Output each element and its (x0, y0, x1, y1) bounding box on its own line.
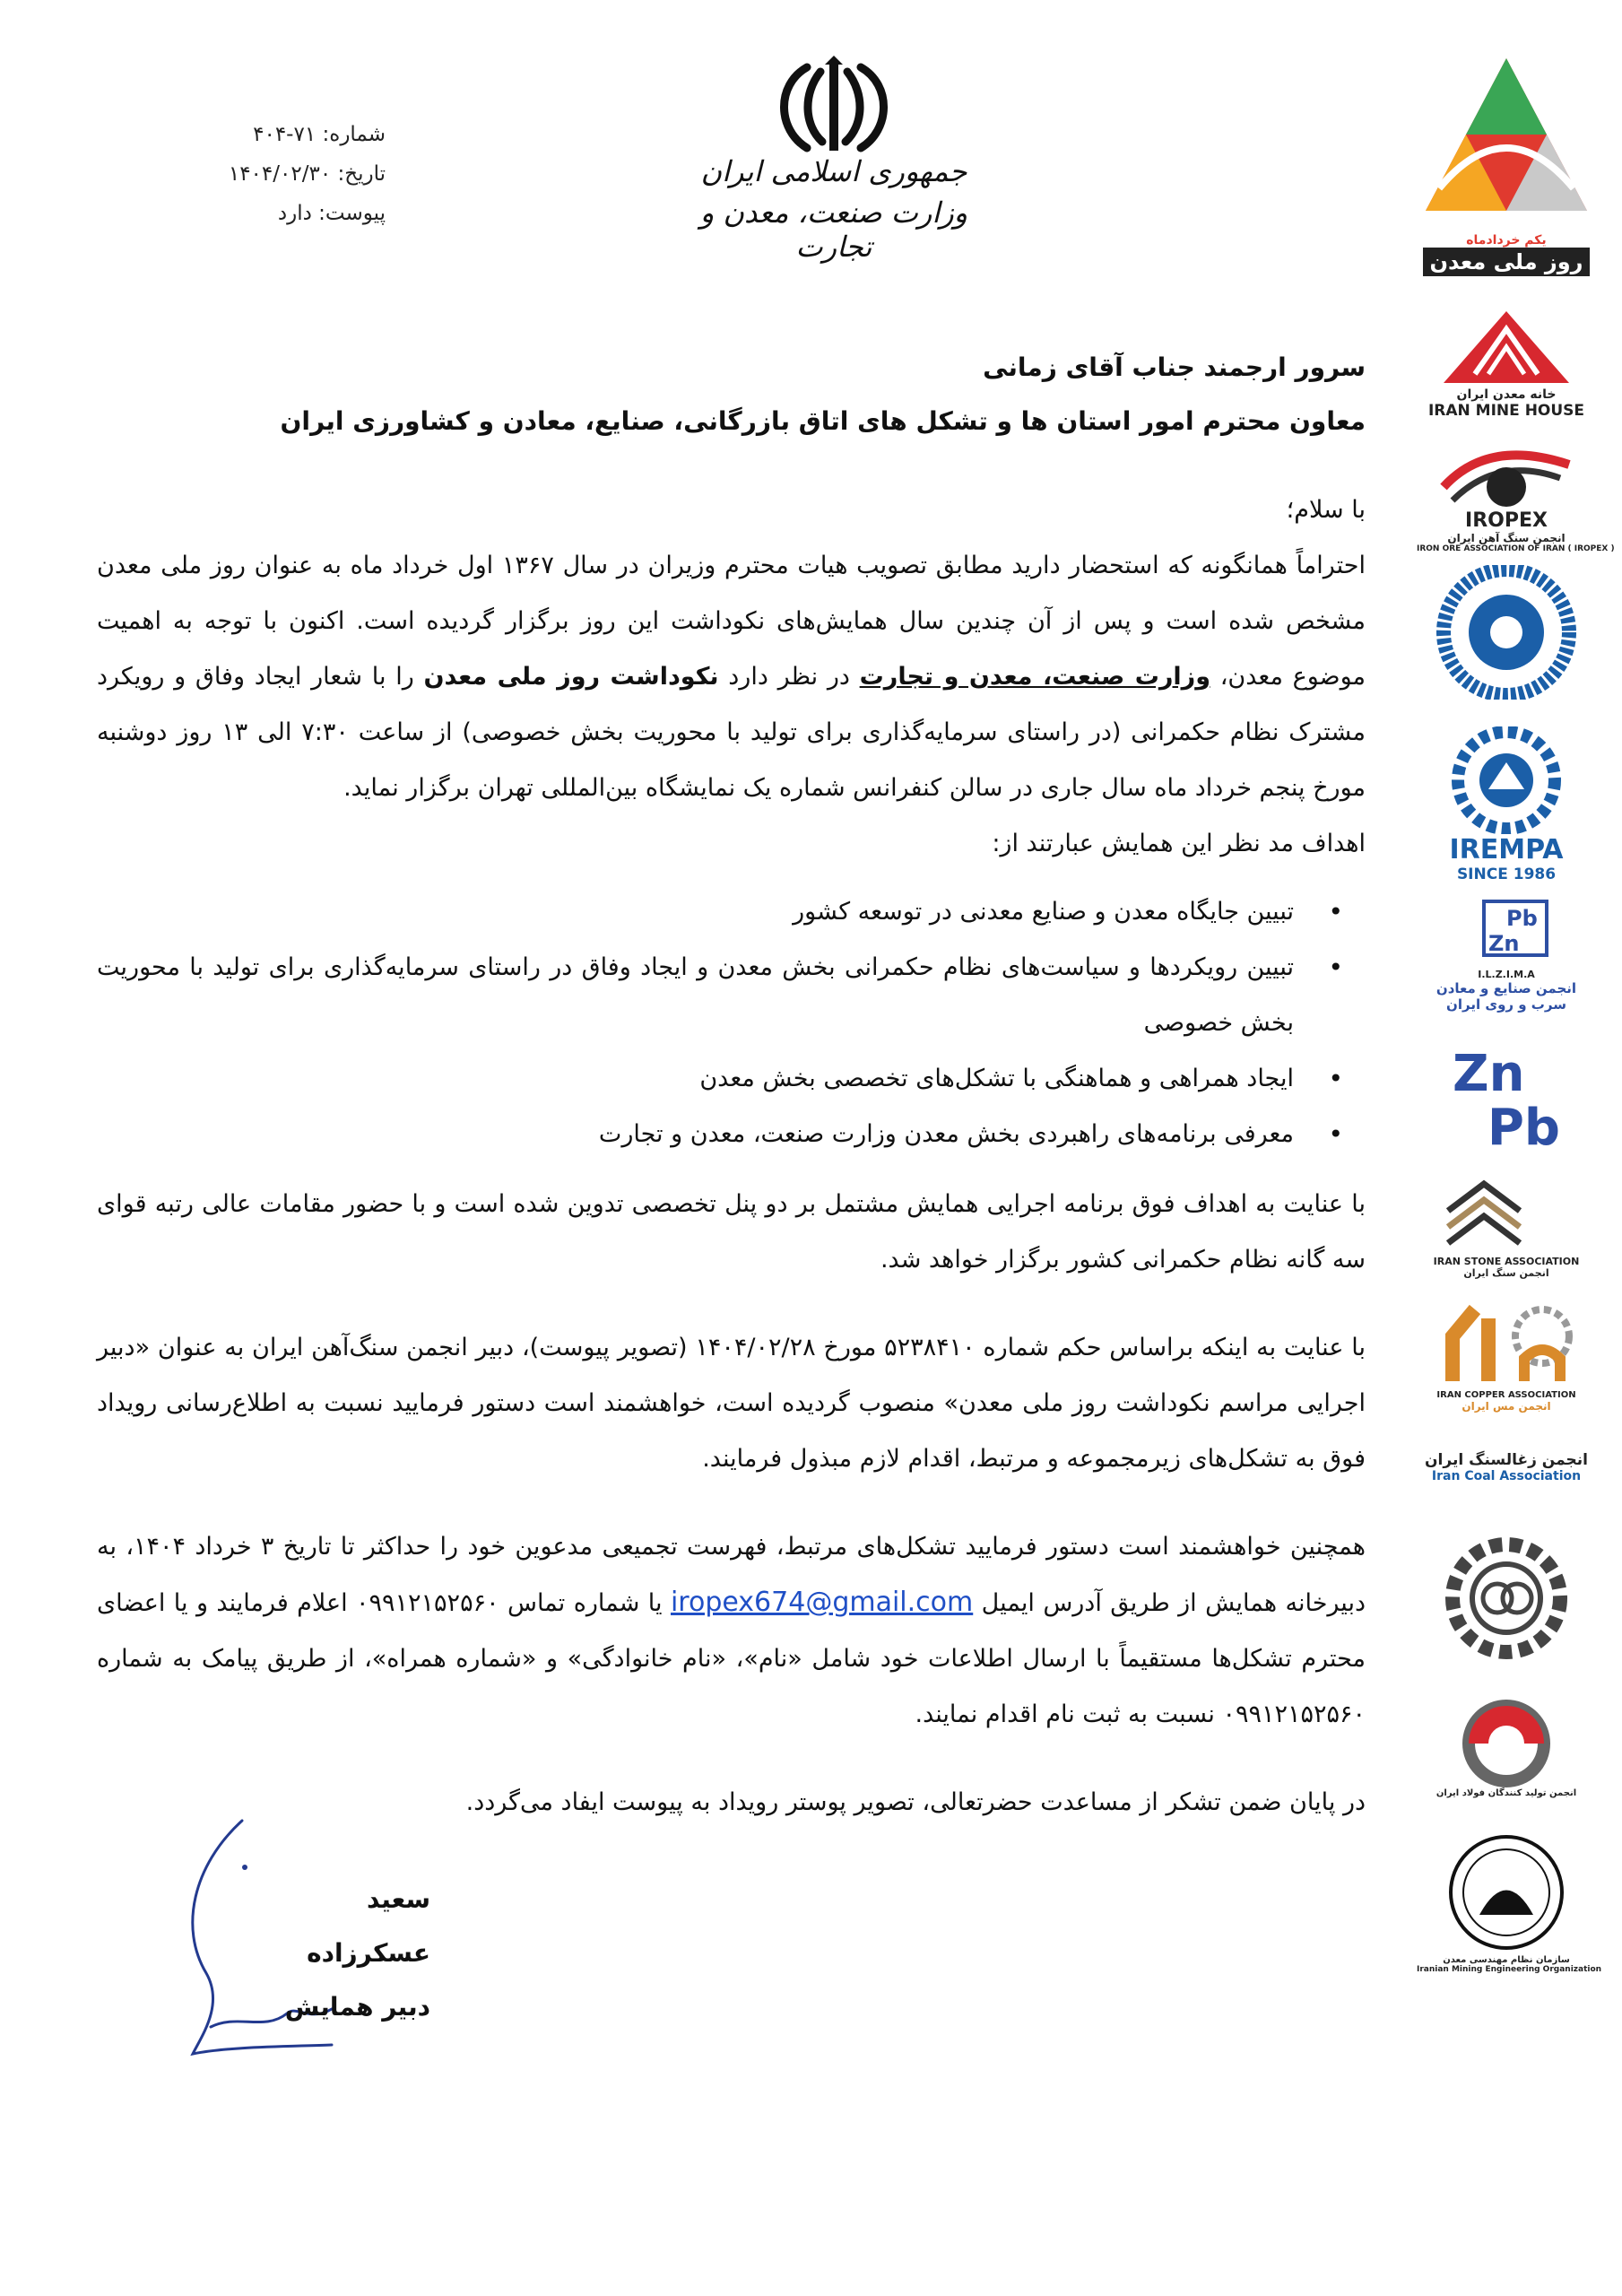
logo-national-mining-day (1417, 54, 1596, 276)
logo-iropex (1417, 438, 1615, 553)
coal-en: Iran Coal Association (1431, 1469, 1582, 1483)
letter-attachment: پیوست: دارد (277, 202, 386, 225)
ministry-name: وزارت صنعت، معدن و تجارت (699, 196, 968, 264)
mine-house-fa: خانه معدن ایران (1456, 387, 1557, 402)
coal-fa: انجمن زغالسنگ ایران (1425, 1451, 1588, 1469)
iropex-fa: انجمن سنگ آهن ایران (1447, 532, 1566, 544)
paragraph-intro: احتراماً همانگونه که استحضار دارید مطابق تصویب هیات محترم وزیران در سال ۱۳۶۷ اول خرداد ماه به عنوان روز ملی معدن مشخص شده است و پس از آن چندین سال همایش‌های نکوداشت این روز برگزار گردیده است. اکنون با توجه به اهمیت موضوع معدن، وزارت صنعت، معدن و تجارت در نظر دارد نکوداشت روز ملی معدن را با شعار ایجاد وفاق و رویکرد مشترک نظام حکمرانی (در راستای سرمایه‌گذاری برای تولید با محوریت بخش خصوصی) از ساعت ۷:۳۰ الی ۱۳ روز دوشنبه مورخ پنجم خرداد ماه سال جاری در سالن کنفرانس شماره یک نمایشگاه بین‌المللی تهران برگزار نماید. (97, 552, 1366, 802)
event-name: نکوداشت روز ملی معدن (423, 663, 719, 691)
stone-fa: انجمن سنگ ایران (1463, 1267, 1549, 1279)
ilzima-fa1: انجمن صنایع و معادن (1436, 980, 1577, 996)
irempa-gear-icon (1448, 726, 1565, 834)
iropex-brand: IROPEX (1465, 509, 1548, 532)
copper-emblem-icon (1435, 1283, 1578, 1390)
logo-chamber-of-commerce (1417, 565, 1596, 700)
letter-meta (170, 115, 386, 233)
logo-iran-coal (1417, 1451, 1596, 1483)
ministry-mention: وزارت صنعت، معدن و تجارت (859, 663, 1210, 691)
goals-list (97, 884, 1366, 1162)
ilzima-fa2: سرب و روی ایران (1446, 996, 1566, 1013)
steel-producers-fa: انجمن تولید کنندگان فولاد ایران (1436, 1788, 1577, 1798)
greeting: با سلام؛ (1286, 496, 1366, 524)
steel-producers-icon (1453, 1699, 1560, 1788)
goals-intro: اهداف مد نظر این همایش عبارتند از: (992, 830, 1366, 857)
mining-day-triangle-icon (1421, 54, 1592, 233)
ilzima-code: I.L.Z.I.M.A (1478, 969, 1535, 980)
letter-number: شماره: ۷۱-۴۰۴ (253, 123, 386, 146)
letter-date: تاریخ: ۱۴۰۴/۰۲/۳۰ (228, 162, 386, 186)
gear-emblem-icon (1444, 1535, 1569, 1661)
logo-iran-mine-house (1417, 307, 1596, 420)
logo-iran-copper (1417, 1283, 1596, 1413)
logo-steel-producers (1417, 1699, 1596, 1798)
pb-symbol: Pb (1487, 1099, 1560, 1157)
iropex-en: IRON ORE ASSOCIATION OF IRAN ( IROPEX ) (1417, 544, 1615, 553)
addressee-name: سرور ارجمند جناب آقای زمانی (983, 352, 1366, 382)
paragraph-registration: همچنین خواهشمند است دستور فرمایید تشکل‌های مرتبط، فهرست تجمیعی مدعوین خود را حداکثر تا تاریخ ۳ خرداد ۱۴۰۴، به دبیرخانه همایش از طریق آدرس ایمیل iropex674@gmail.com یا شماره تماس ۰۹۹۱۲۱۵۲۵۶۰ اعلام فرمایند و یا اعضای محترم تشکل‌ها مستقیماً با ارسال اطلاعات خود شامل «نام»، «نام خانوادگی» و «شماره همراه»، از طریق پیامک به شماره ۰۹۹۱۲۱۵۲۵۶۰ نسبت به ثبت نام اقدام نمایند. (97, 1533, 1366, 1728)
irempa-since: SINCE 1986 (1456, 865, 1557, 883)
iran-emblem-icon (767, 54, 901, 161)
irempa-brand: IREMPA (1449, 834, 1564, 865)
mining-day-date: یکم خردادماه (1466, 233, 1547, 248)
signatory-title: دبیر همایش (284, 1992, 430, 2022)
addressee-title: معاون محترم امور استان ها و تشکل های اتاق بازرگانی، صنایع، معادن و کشاورزی ایران (280, 406, 1366, 436)
logo-mining-engineering-org (1417, 1830, 1602, 1974)
mining-eng-fa: سازمان نظام مهندسی معدن (1443, 1955, 1570, 1965)
list-item: • ایجاد همراهی و هماهنگی با تشکل‌های تخصصی بخش معدن (97, 1051, 1294, 1107)
stone-layers-icon (1439, 1175, 1574, 1256)
mining-day-title: روز ملی معدن (1423, 248, 1591, 276)
mine-house-icon (1439, 307, 1574, 387)
ilzima-pbzn-icon (1457, 897, 1556, 969)
svg-text:Pb: Pb (1506, 906, 1538, 931)
gov-name: جمهوری اسلامی ایران (700, 154, 967, 188)
logo-gear-mc (1417, 1535, 1596, 1661)
list-item: • معرفی برنامه‌های راهبردی بخش معدن وزارت صنعت، معدن و تجارت (97, 1107, 1294, 1162)
paragraph-closing: در پایان ضمن تشکر از مساعدت حضرتعالی، تصویر پوستر رویداد به پیوست ایفاد می‌گردد. (465, 1788, 1366, 1816)
signatory-name: سعید عسکرزاده (307, 1884, 430, 1968)
copper-en: IRAN COPPER ASSOCIATION (1436, 1390, 1576, 1400)
logo-ilzima (1417, 897, 1596, 1013)
letter-body (97, 341, 1366, 1831)
svg-text:Zn: Zn (1488, 931, 1520, 956)
paragraph-program: با عنایت به اهداف فوق برنامه اجرایی همایش مشتمل بر دو پنل تخصصی تدوین شده است و با حضور مقامات عالی رتبه قوای سه گانه نظام حکمرانی کشور برگزار خواهد شد. (97, 1190, 1366, 1274)
mining-eng-en: Iranian Mining Engineering Organization (1417, 1965, 1602, 1974)
mining-eng-seal-icon (1444, 1830, 1569, 1955)
zn-symbol: Zn (1453, 1045, 1525, 1103)
logo-iran-stone (1417, 1175, 1596, 1279)
list-item: • تبیین جایگاه معدن و صنایع معدنی در توسعه کشور (97, 884, 1294, 940)
signatory (242, 1873, 430, 2034)
email-link[interactable]: iropex674@gmail.com (670, 1587, 974, 1618)
ministry-heading (699, 154, 968, 264)
chamber-seal-icon (1435, 565, 1578, 700)
copper-fa: انجمن مس ایران (1462, 1400, 1551, 1413)
logo-znpb (1417, 1045, 1596, 1157)
mine-house-en: IRAN MINE HOUSE (1427, 402, 1585, 420)
stone-en: IRAN STONE ASSOCIATION (1433, 1256, 1580, 1267)
iropex-swoosh-icon (1435, 438, 1578, 509)
paragraph-appointment: با عنایت به اینکه براساس حکم شماره ۵۲۳۸۴۱۰ مورخ ۱۴۰۴/۰۲/۲۸ (تصویر پیوست)، دبیر انجمن سنگ‌آهن ایران به عنوان «دبیر اجرایی مراسم نکوداشت روز ملی معدن» منصوب گردیده است، خواهشمند است دستور فرمایید نسبت به اطلاع‌رسانی رویداد فوق به تشکل‌های زیرمجموعه و مرتبط، اقدام لازم مبذول فرمایند. (97, 1334, 1366, 1473)
logo-irempa (1417, 726, 1596, 883)
list-item: • تبیین رویکردها و سیاست‌های نظام حکمرانی بخش معدن و ایجاد وفاق در راستای سرمایه‌گذاری برای تولید با محوریت بخش خصوصی (97, 940, 1294, 1051)
